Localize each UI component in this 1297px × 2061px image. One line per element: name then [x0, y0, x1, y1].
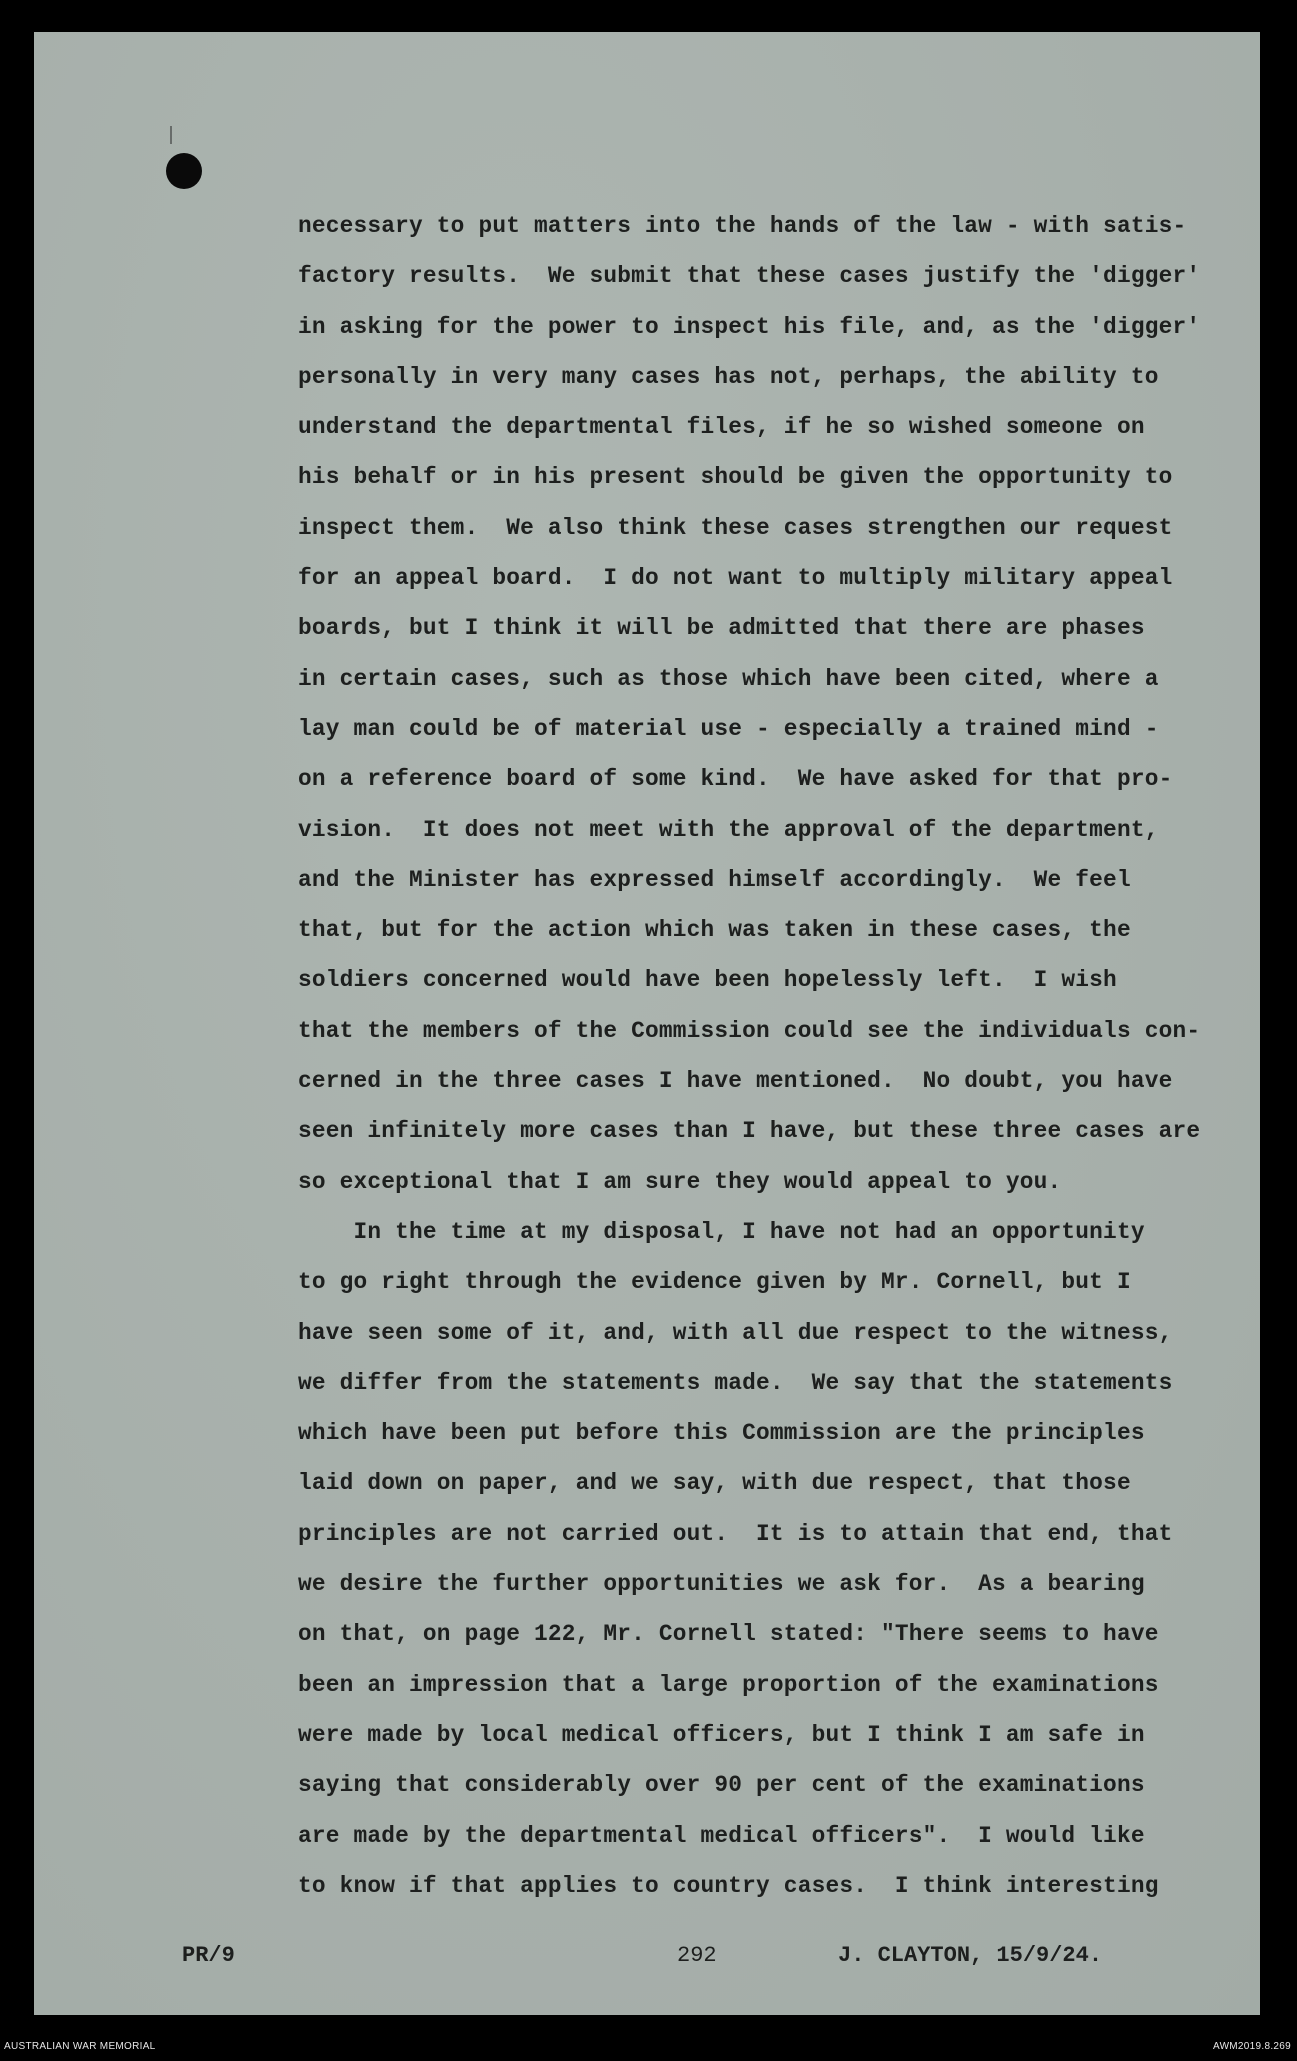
pencil-mark: [170, 126, 186, 144]
text-line: to go right through the evidence given by Mr. Cornell, but I: [298, 1269, 1131, 1296]
text-line: seen infinitely more cases than I have, but these three cases are: [298, 1118, 1201, 1145]
text-line: factory results. We submit that these cases justify the 'digger': [298, 263, 1201, 290]
text-line: boards, but I think it will be admitted that there are phases: [298, 615, 1145, 642]
text-line: and the Minister has expressed himself accordingly. We feel: [298, 866, 1131, 893]
text-line: vision. It does not meet with the approval of the department,: [298, 816, 1159, 843]
text-line: lay man could be of material use - especially a trained mind -: [298, 715, 1159, 742]
text-line: for an appeal board. I do not want to multiply military appeal: [298, 565, 1173, 592]
text-line: cerned in the three cases I have mentioned. No doubt, you have: [298, 1068, 1173, 1095]
text-line: on a reference board of some kind. We have asked for that pro-: [298, 766, 1173, 793]
punch-hole-icon: [166, 153, 202, 189]
text-line: in asking for the power to inspect his file, and, as the 'digger': [298, 313, 1201, 340]
text-line: been an impression that a large proportion of the examinations: [298, 1671, 1159, 1698]
text-line: personally in very many cases has not, perhaps, the ability to: [298, 363, 1159, 390]
text-line: soldiers concerned would have been hopelessly left. I wish: [298, 967, 1117, 994]
text-line: saying that considerably over 90 per cent of the examinations: [298, 1772, 1145, 1799]
text-line: inspect them. We also think these cases strengthen our request: [298, 514, 1173, 541]
typed-text-body: [298, 201, 1278, 1911]
text-line: were made by local medical officers, but I think I am safe in: [298, 1721, 1145, 1748]
text-line: have seen some of it, and, with all due respect to the witness,: [298, 1319, 1173, 1346]
archive-accession: AWM2019.8.269: [1212, 2041, 1291, 2052]
text-line: are made by the departmental medical officers". I would like: [298, 1822, 1145, 1849]
text-line: to know if that applies to country cases. I think interesting: [298, 1872, 1159, 1899]
text-line: we desire the further opportunities we ask for. As a bearing: [298, 1571, 1145, 1598]
text-line: on that, on page 122, Mr. Cornell stated: "There seems to have: [298, 1621, 1159, 1648]
archive-source: AUSTRALIAN WAR MEMORIAL: [4, 2041, 156, 2052]
text-line: necessary to put matters into the hands of the law - with satis-: [298, 213, 1187, 239]
text-line: understand the departmental files, if he so wished someone on: [298, 414, 1145, 441]
footer-signature: J. CLAYTON, 15/9/24.: [838, 1943, 1103, 1968]
footer-reference: PR/9: [182, 1943, 235, 1968]
text-line: so exceptional that I am sure they would appeal to you.: [298, 1168, 1062, 1195]
text-line: which have been put before this Commission are the principles: [298, 1420, 1145, 1447]
text-line: In the time at my disposal, I have not had an opportunity: [298, 1218, 1145, 1245]
text-line: in certain cases, such as those which have been cited, where a: [298, 665, 1159, 692]
text-line: principles are not carried out. It is to attain that end, that: [298, 1520, 1173, 1547]
text-line: laid down on paper, and we say, with due respect, that those: [298, 1470, 1131, 1497]
text-line: we differ from the statements made. We say that the statements: [298, 1369, 1173, 1396]
text-line: his behalf or in his present should be given the opportunity to: [298, 464, 1173, 491]
page-number: 292: [677, 1943, 717, 1968]
text-line: that, but for the action which was taken in these cases, the: [298, 917, 1131, 944]
text-line: that the members of the Commission could see the individuals con-: [298, 1017, 1201, 1044]
